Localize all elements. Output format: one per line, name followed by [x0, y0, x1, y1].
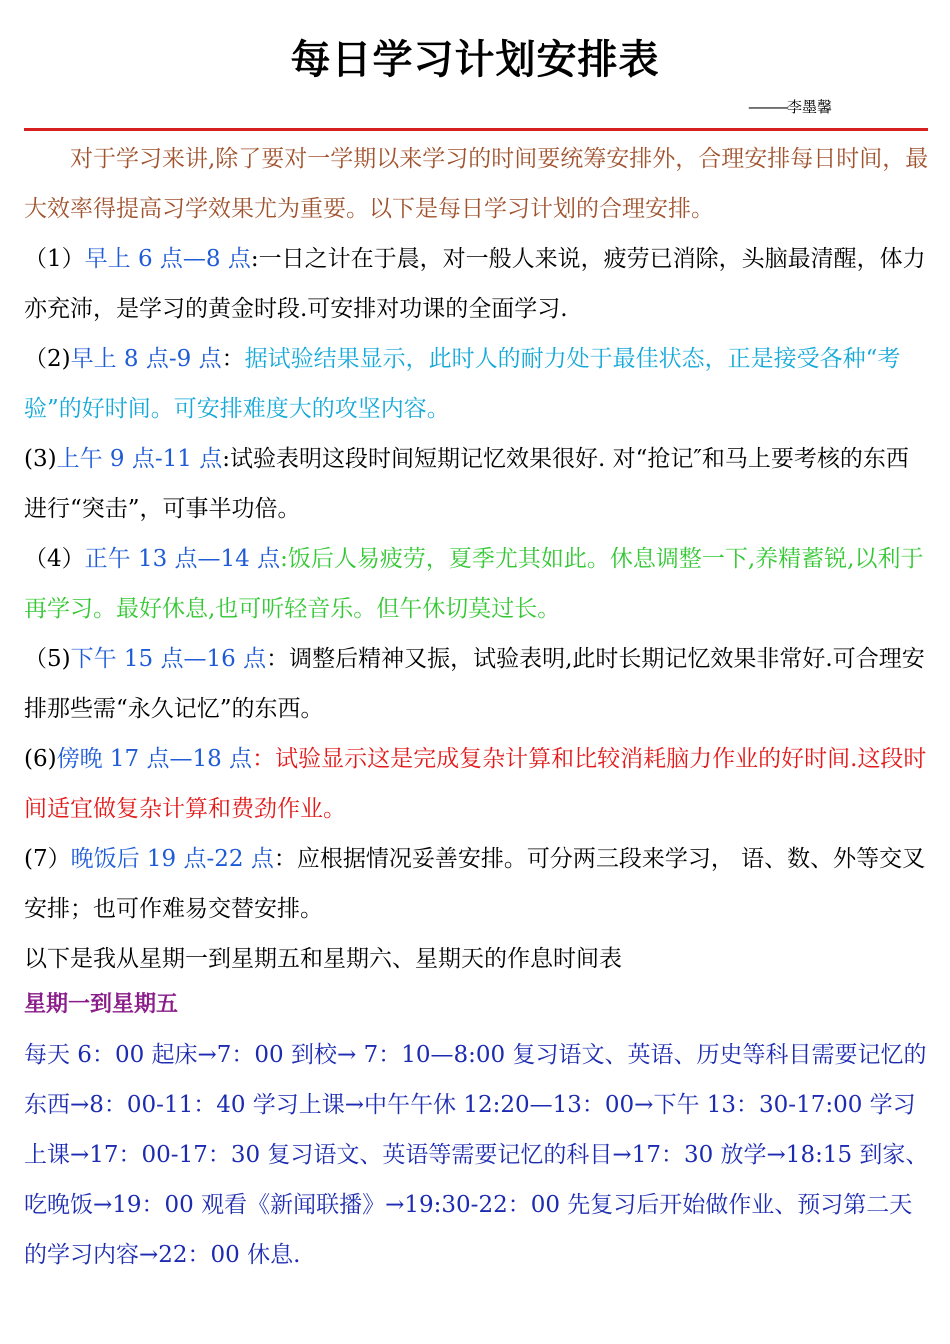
item-1-text: 一日之计在于晨，对一般人来说，疲劳已消除，头脑最清醒，体力亦充沛，是学习的黄金时段.可安排对功课的全面学习.	[24, 246, 926, 322]
item-5-sep: ：	[266, 646, 290, 672]
item-4-text: 饭后人易疲劳，夏季尤其如此。休息调整一下,养精蓄锐,以利于再学习。最好休息,也可听轻音乐。但午休切莫过长。	[24, 546, 924, 622]
item-7	[24, 834, 930, 934]
item-6-number: (6)	[24, 746, 57, 772]
author-dash: ———	[748, 98, 787, 116]
item-1-number: （1）	[24, 246, 85, 272]
item-5	[24, 634, 930, 734]
item-5-time: 下午 15 点—16 点	[70, 646, 267, 672]
item-2	[24, 334, 930, 434]
author-signature	[748, 96, 832, 117]
item-2-time: 早上 8 点-9 点	[70, 346, 222, 372]
intro-paragraph: 对于学习来讲,除了要对一学期以来学习的时间要统筹安排外，合理安排每日时间，最大效率得提高习学效果尤为重要。以下是每日学习计划的合理安排。	[24, 146, 929, 222]
schedule-intro: 以下是我从星期一到星期五和星期六、星期天的作息时间表	[24, 946, 622, 972]
item-7-number: (7）	[24, 846, 71, 872]
item-4	[24, 534, 930, 634]
weekday-schedule: 每天 6：00 起床→7：00 到校→ 7：10—8:00 复习语文、英语、历史等科目需要记忆的东西→8：00-11：40 学习上课→中午午休 12:20—13：00→下午 13：30-17:00 学习上课→17：00-17：30 复习语文、英语等需要记忆的科目→17：30 放学→18:15 到家、吃晚饭→19：00 观看《新闻联播》→19:30-22：00 先复习后开始做作业、预习第二天的学习内容→22：00 休息.	[24, 1042, 929, 1268]
item-5-text: 调整后精神又振，试验表明,此时长期记忆效果非常好.可合理安排那些需“永久记忆”的东西。	[24, 646, 925, 722]
item-7-text: 应根据情况妥善安排。可分两三段来学习， 语、数、外等交叉安排；也可作难易交替安排。	[24, 846, 926, 922]
page-title: 每日学习计划安排表	[290, 37, 660, 83]
item-1-time: 早上 6 点—8 点	[84, 246, 251, 272]
item-1-sep: :	[250, 246, 259, 272]
item-3-sep: :	[222, 446, 230, 472]
item-2-number: （2)	[24, 346, 71, 372]
item-3	[24, 434, 930, 534]
item-3-number: (3)	[24, 446, 57, 472]
item-6-text: 试验显示这是完成复杂计算和比较消耗脑力作业的好时间.这段时间适宜做复杂计算和费劲作业。	[24, 746, 927, 822]
item-4-time: 正午 13 点—14 点	[84, 546, 281, 572]
item-6-time: 傍晚 17 点—18 点	[56, 746, 253, 772]
item-2-text: 据试验结果显示，此时人的耐力处于最佳状态，正是接受各种“考验”的好时间。可安排难度大的攻坚内容。	[24, 346, 901, 422]
item-3-time: 上午 9 点-11 点	[56, 446, 223, 472]
item-3-text: 试验表明这段时间短期记忆效果很好. 对“抢记″和马上要考核的东西进行“突击”，可事半功倍。	[24, 446, 909, 522]
item-5-number: （5)	[24, 646, 71, 672]
item-6	[24, 734, 930, 834]
item-1	[24, 234, 930, 334]
item-4-number: （4）	[24, 546, 85, 572]
item-6-sep: ：	[252, 746, 276, 772]
item-4-sep: :	[280, 546, 288, 572]
item-7-time: 晚饭后 19 点-22 点	[70, 846, 274, 872]
title-divider	[24, 128, 928, 131]
author-name: 李墨馨	[787, 98, 833, 116]
weekday-heading: 星期一到星期五	[24, 992, 179, 1017]
item-2-sep: ：	[221, 346, 245, 372]
item-7-sep: ：	[273, 846, 297, 872]
